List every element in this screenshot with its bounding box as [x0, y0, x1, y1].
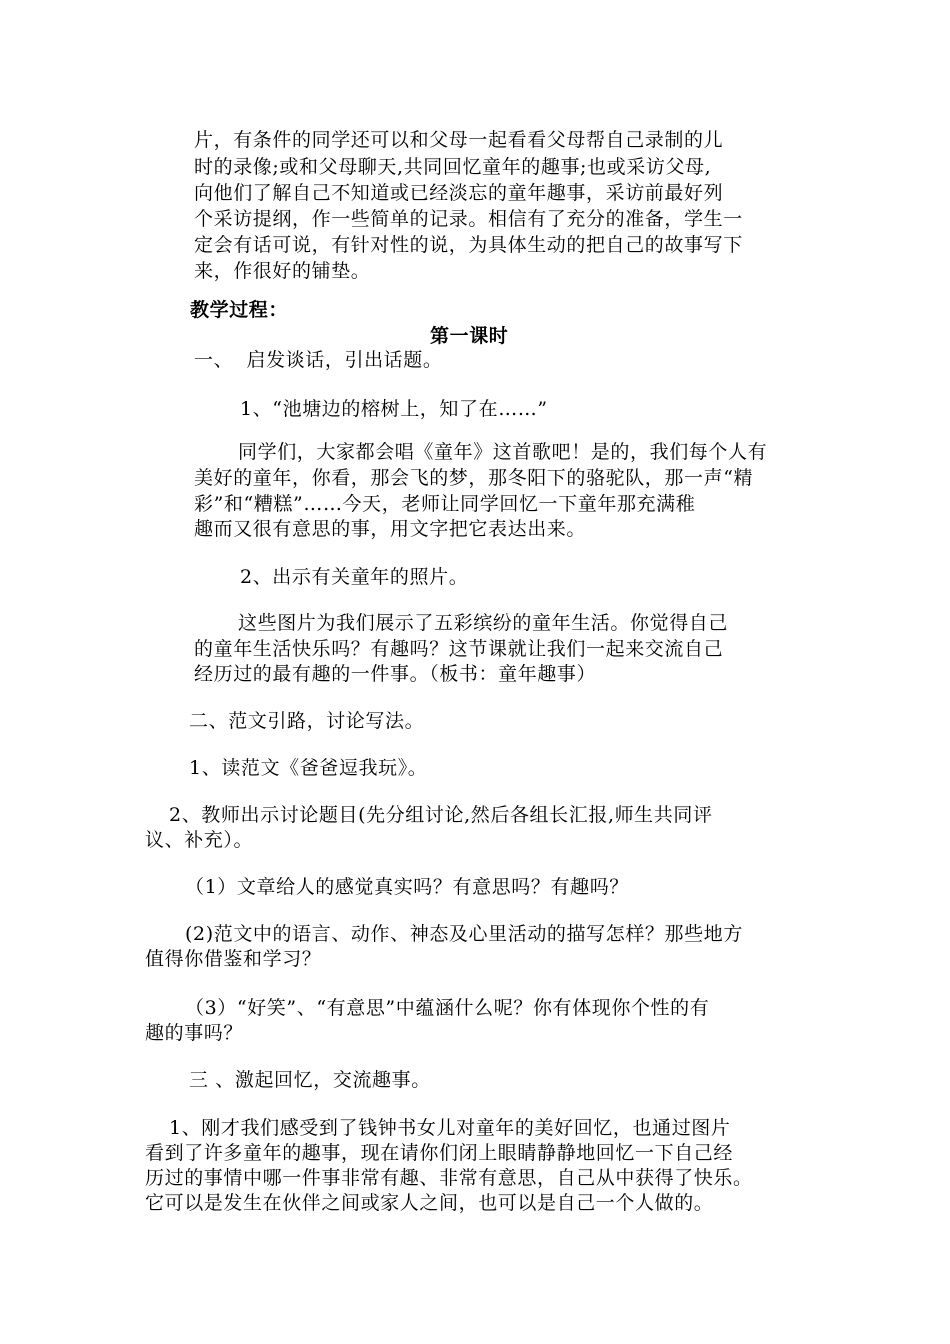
section1-para1-line-3: 彩”和“糟糕”……今天，老师让同学回忆一下童年那充满稚 [194, 493, 696, 515]
intro-line-6: 来，作很好的铺垫。 [194, 260, 371, 282]
section2-item2-line-1: 2、教师出示讨论题目(先分组讨论,然后各组长汇报,师生共同评 [169, 804, 713, 826]
intro-line-2: 时的录像;或和父母聊天,共同回忆童年的趣事;也或采访父母, [194, 156, 712, 178]
intro-line-1: 片，有条件的同学还可以和父母一起看看父母帮自己录制的儿 [194, 129, 724, 151]
section3-item1-line-4: 它可以是发生在伙伴之间或家人之间，也可以是自己一个人做的。 [145, 1192, 714, 1214]
section2-item2-line-2: 议、补充）。 [145, 829, 254, 851]
intro-line-4: 个采访提纲，作一些简单的记录。相信有了充分的准备，学生一 [194, 208, 743, 230]
lesson-title: 第一课时 [430, 325, 509, 347]
section2-question-2-line-2: 值得你借鉴和学习？ [145, 948, 322, 970]
section2-item1: 1、读范文《爸爸逗我玩》。 [189, 757, 428, 779]
section1-para2-line-2: 的童年生活快乐吗？有趣吗？这节课就让我们一起来交流自己 [194, 638, 724, 660]
section1-para1-line-4: 趣而又很有意思的事，用文字把它表达出来。 [194, 518, 587, 540]
section3-item1-line-2: 看到了许多童年的趣事，现在请你们闭上眼睛静静地回忆一下自己经 [145, 1142, 734, 1164]
section1-para2-line-3: 经历过的最有趣的一件事。（板书：童年趣事） [194, 663, 597, 685]
section1-para2-line-1: 这些图片为我们展示了五彩缤纷的童年生活。你觉得自己 [238, 612, 729, 634]
process-heading: 教学过程： [190, 299, 289, 321]
section1-para1-line-2: 美好的童年，你看，那会飞的梦，那冬阳下的骆驼队，那一声“精 [194, 467, 754, 489]
intro-line-5: 定会有话可说，有针对性的说，为具体生动的把自己的故事写下 [194, 234, 743, 256]
section3-heading: 三 、激起回忆，交流趣事。 [189, 1069, 431, 1091]
section1-heading: 一、 启发谈话，引出话题。 [194, 349, 443, 371]
section1-item2: 2、出示有关童年的照片。 [240, 566, 469, 588]
section1-para1-line-1: 同学们，大家都会唱《童年》这首歌吧！是的，我们每个人有 [238, 441, 768, 463]
section2-heading: 二、范文引路，讨论写法。 [189, 710, 425, 732]
section2-question-1: （1）文章给人的感觉真实吗？有意思吗？有趣吗？ [185, 876, 629, 898]
section2-question-3-line-2: 趣的事吗？ [145, 1022, 244, 1044]
section3-item1-line-1: 1、刚才我们感受到了钱钟书女儿对童年的美好回忆，也通过图片 [169, 1117, 731, 1139]
section2-question-3-line-1: （3）“好笑”、“有意思”中蕴涵什么呢？你有体现你个性的有 [185, 997, 710, 1019]
section3-item1-line-3: 历过的事情中哪一件事非常有趣、非常有意思，自己从中获得了快乐。 [145, 1167, 753, 1189]
intro-line-3: 向他们了解自己不知道或已经淡忘的童年趣事，采访前最好列 [194, 182, 724, 204]
section1-item1: 1、“池塘边的榕树上，知了在……” [240, 398, 548, 420]
section2-question-2-line-1: (2)范文中的语言、动作、神态及心里活动的描写怎样？那些地方 [185, 923, 743, 945]
